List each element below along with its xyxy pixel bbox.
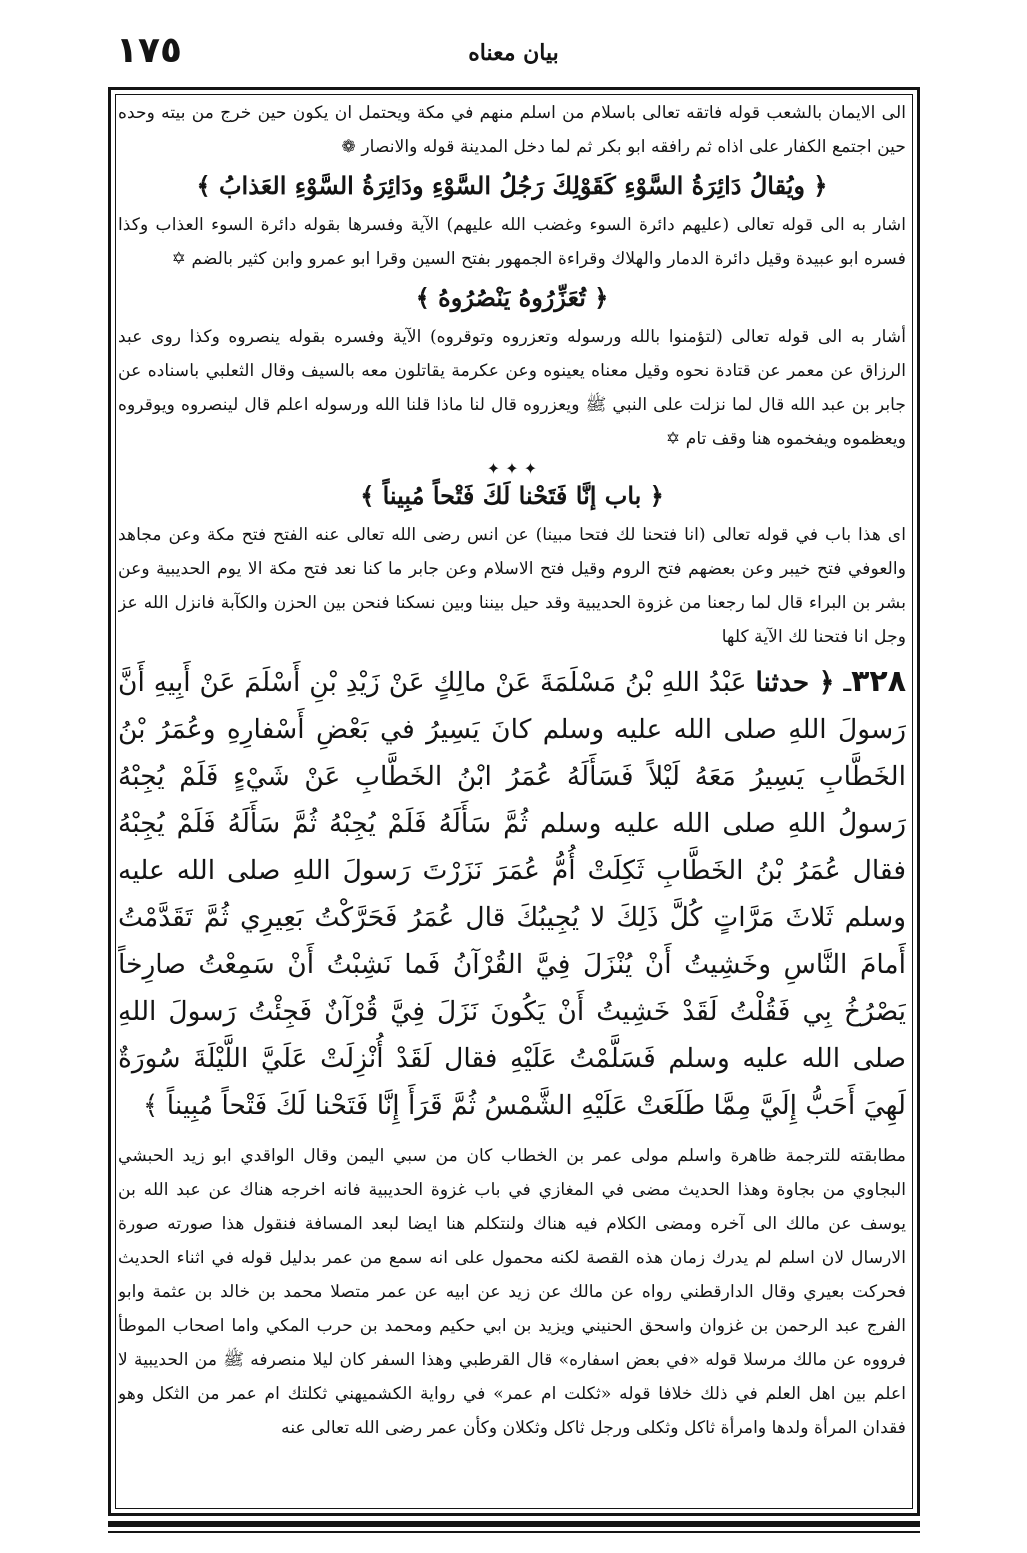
commentary-paragraph-4: اى هذا باب في قوله تعالى (انا فتحنا لك فتحا مبينا) عن انس رضى الله تعالى عنه الفتح فتح مكة وعن مجاهد والعوفي فتح خيبر وعن بعضهم فتح الروم وقيل فتح الاسلام وعن جابر ما كنا نعد فتح مكة الا يوم الحديبية وعن بشر بن البراء قال لما رجعنا من غزوة الحديبية وقد حيل بيننا وبين نسكنا فنحن بين الحزن والكآبة فانزل الله عز وجل انا فتحنا لك الآية كلها [118,525,906,647]
heading-tuazziruhu: ﴿ تُعَزِّرُوهُ يَنْصُرُوهُ ﴾ [415,283,609,312]
commentary-paragraph-3: أشار به الى قوله تعالى (لتؤمنوا بالله ورسوله وتعزروه وتوقروه) الآية وفسره بقوله ينصروه وكذا روى عبد الرزاق عن معمر عن قتادة نحوه وقيل معناه يعينوه وعن عكرمة يقاتلون معه بالسيف وقال الثعلبي باسناده عن جابر بن عبد الله قال لما نزلت على النبي ﷺ ويعزروه قال لنا ماذا قلنا الله ورسوله اعلم قال لينصروه ويوقروه ويعظموه ويفخموه هنا وقف تام ✡ [118,327,906,449]
hadith-haddathana: ﴿ حدثنا [755,667,835,698]
hadith-matn: عَبْدُ اللهِ بْنُ مَسْلَمَةَ عَنْ مالِكٍ عَنْ زَيْدِ بْنِ أَسْلَمَ عَنْ أَبِيهِ أَنَّ رَسولَ اللهِ صلى الله عليه وسلم كانَ يَسِيرُ في بَعْضِ أَسْفارِهِ وعُمَرُ بْنُ الخَطَّابِ يَسِيرُ مَعَهُ لَيْلاً فَسَأَلَهُ عُمَرُ ابْنُ الخَطَّابِ عَنْ شَيْءٍ فَلَمْ يُجِبْهُ رَسولُ اللهِ صلى الله عليه وسلم ثُمَّ سَأَلَهُ فَلَمْ يُجِبْهُ ثُمَّ سَأَلَهُ فَلَمْ يُجِبْهُ فقال عُمَرُ بْنُ الخَطَّابِ ثَكِلَتْ أُمُّ عُمَرَ نَزَرْتَ رَسولَ اللهِ صلى الله عليه وسلم ثَلاثَ مَرَّاتٍ كُلَّ ذَلِكَ لا يُجِيبُكَ قال عُمَرُ فَحَرَّكْتُ بَعِيرِي ثُمَّ تَقَدَّمْتُ أَمامَ النَّاسِ وخَشِيتُ أَنْ يُنْزَلَ فِيَّ القُرْآنُ فَما نَشِبْتُ أَنْ سَمِعْتُ صارِخاً يَصْرُخُ بِي فَقُلْتُ لَقَدْ خَشِيتُ أَنْ يَكُونَ نَزَلَ فِيَّ قُرْآنٌ فَجِئْتُ رَسولَ اللهِ صلى الله عليه وسلم فَسَلَّمْتُ عَلَيْهِ فقال لَقَدْ أُنْزِلَتْ عَلَيَّ اللَّيْلَةَ سُورَةٌ لَهِيَ أَحَبُّ إِلَيَّ مِمَّا طَلَعَتْ عَلَيْهِ الشَّمْسُ ثُمَّ قَرَأَ إِنَّا فَتَحْنا لَكَ فَتْحاً مُبِيناً ﴾ [118,667,906,1121]
heading-dairat-al-saw: ﴿ ويُقالُ دَائِرَةُ السَّوْءِ كَقَوْلِكَ رَجُلُ السَّوْءِ ودَائِرَةُ السَّوْءِ العَذابُ ﴾ [196,171,828,200]
commentary-paragraph-5: مطابقته للترجمة ظاهرة واسلم مولى عمر بن الخطاب كان من سبي اليمن وقال الواقدي ابو زيد الحبشي البجاوي من بجاوة وهذا الحديث مضى في المغازي في باب غزوة الحديبية فانه اخرجه هناك عن عبد الله بن يوسف عن مالك الى آخره ومضى الكلام فيه هناك ولنتكلم هنا ايضا لبعد المسافة فنقول هذا صورته صورة الارسال لان اسلم لم يدرك زمان هذه القصة لكنه محمول على انه سمع من عمر بدليل قوله في اثناء الحديث فحركت بعيري وقال الدارقطني رواه عن مالك عن زيد عن ابيه عن عمر متصلا محمد بن خالد بن عثمة وابو الفرج عبد الرحمن بن غزوان واسحق الحنيني ويزيد بن ابي حكيم ومحمد بن حرب المكي واما اصحاب الموطأ فرووه عن مالك مرسلا قوله «في بعض اسفاره» قال القرطبي وهذا السفر كان ليلا منصرفه ﷺ من الحديبية لا اعلم بين اهل العلم في ذلك خلافا قوله «ثكلت ام عمر» في رواية الكشميهني ثكلتك ام عمر من الثكل وهو فقدان المرأة ولدها وامرأة ثاكل وثكلى ورجل ثاكل وثكلان وكأن عمر رضى الله تعالى عنه [118,1146,906,1438]
commentary-paragraph-1: الى الايمان بالشعب قوله فاتقه تعالى باسلام من اسلم منهم في مكة ويحتمل ان يكون حين خرج من بيته وحده حين اجتمع الكفار على اذاه ثم رافقه ابو بكر ثم لما دخل المدينة قوله والانصار ❁ [118,103,906,157]
page-content [118,96,906,1501]
running-title: بيان معناه [468,40,559,66]
hadith-dash: ـ [843,667,852,698]
hadith-text-block [118,658,906,1129]
bottom-double-rule [108,1521,920,1527]
heading-bab-inna-fatahna: ﴿ باب إنَّا فَتَحْنا لَكَ فَتْحاً مُبِيناً ﴾ [360,481,664,510]
hadith-number: ٣٢٨ [851,664,906,699]
page-number: ١٧٥ [116,30,182,71]
commentary-paragraph-2: اشار به الى قوله تعالى (عليهم دائرة السوء وغضب الله عليهم) الآية وفسرها بقوله دائرة السوء العذاب وكذا فسره ابو عبيدة وقيل دائرة الدمار والهلاك وقراءة الجمهور بفتح السين وقرا ابو عمرو وابن كثير بالضم ✡ [118,215,906,269]
section-separator: ✦ ✦ ✦ [486,459,538,478]
